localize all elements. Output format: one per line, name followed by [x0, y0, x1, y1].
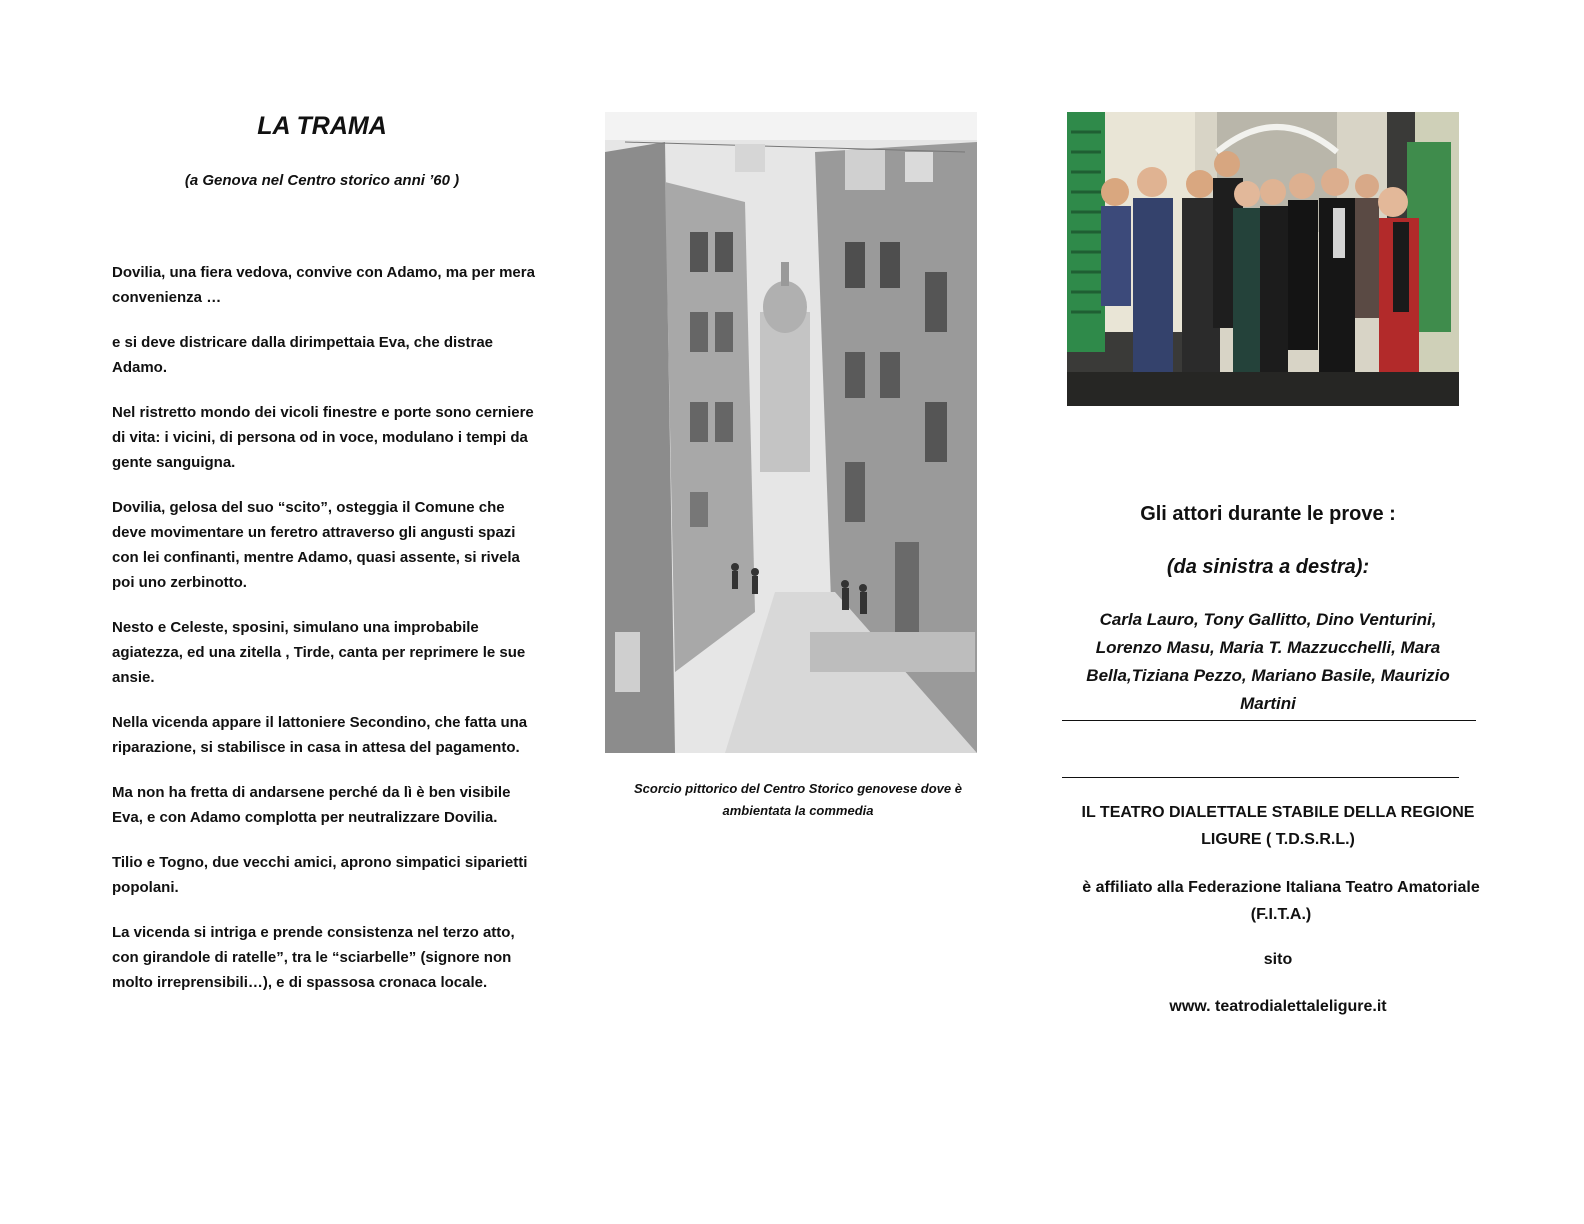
- plot-paragraph: Dovilia, gelosa del suo “scito”, osteggia il Comune che deve movimentare un feretro attraverso gli angusti spazi con lei confinanti, mentre Adamo, quasi assente, si rivela poi uno zerbinotto.: [112, 499, 520, 591]
- site-label: sito: [1263, 951, 1293, 968]
- actors-rehearsal-photo: [1067, 112, 1459, 406]
- plot-paragraph: Dovilia, una fiera vedova, convive con Adamo, ma per mera convenienza …: [112, 264, 535, 306]
- actors-heading: Gli attori durante le prove :: [1140, 503, 1396, 525]
- organization-name: IL TEATRO DIALETTALE STABILE DELLA REGIONE LIGURE ( T.D.S.R.L.): [1081, 804, 1475, 848]
- organization-affiliation: è affiliato alla Federazione Italiana Teatro Amatoriale (F.I.T.A.): [1082, 879, 1480, 923]
- sketch-caption: Scorcio pittorico del Centro Storico genovese dove è ambientata la commedia: [634, 781, 962, 818]
- plot-paragraph: Nel ristretto mondo dei vicoli finestre e porte sono cerniere di vita: i vicini, di persona od in voce, modulano i tempi da gente sanguigna.: [112, 404, 534, 471]
- plot-paragraph: e si deve districare dalla dirimpettaia Eva, che distrae Adamo.: [112, 334, 494, 376]
- street-sketch-image: [605, 112, 977, 753]
- plot-paragraph: Nesto e Celeste, sposini, simulano una improbabile agiatezza, ed una zitella , Tirde, canta per reprimere le sue ansie.: [112, 619, 526, 686]
- plot-paragraph: La vicenda si intriga e prende consistenza nel terzo atto, con girandole di ratelle”, tra le “sciarbelle” (signore non molto irreprensibili…), e di spassosa cronaca locale.: [112, 924, 515, 991]
- actors-names-list: Carla Lauro, Tony Gallitto, Dino Venturini, Lorenzo Masu, Maria T. Mazzucchelli, Mara Bella,Tiziana Pezzo, Mariano Basile, Maurizio Martini: [1086, 610, 1450, 713]
- divider-line: [1062, 720, 1476, 721]
- website-link[interactable]: www. teatrodialettaleligure.it: [1169, 998, 1387, 1015]
- divider-line: [1062, 777, 1459, 778]
- plot-title: LA TRAMA: [257, 112, 387, 140]
- plot-paragraph: Nella vicenda appare il lattoniere Secondino, che fatta una riparazione, si stabilisce in casa in attesa del pagamento.: [112, 714, 528, 756]
- plot-text: [112, 260, 536, 1015]
- plot-subtitle: (a Genova nel Centro storico anni ’60 ): [184, 172, 460, 189]
- actors-order-note: (da sinistra a destra):: [1166, 556, 1370, 578]
- plot-paragraph: Tilio e Togno, due vecchi amici, aprono simpatici siparietti popolani.: [112, 854, 528, 896]
- plot-paragraph: Ma non ha fretta di andarsene perché da lì è ben visibile Eva, e con Adamo complotta per neutralizzare Dovilia.: [112, 784, 511, 826]
